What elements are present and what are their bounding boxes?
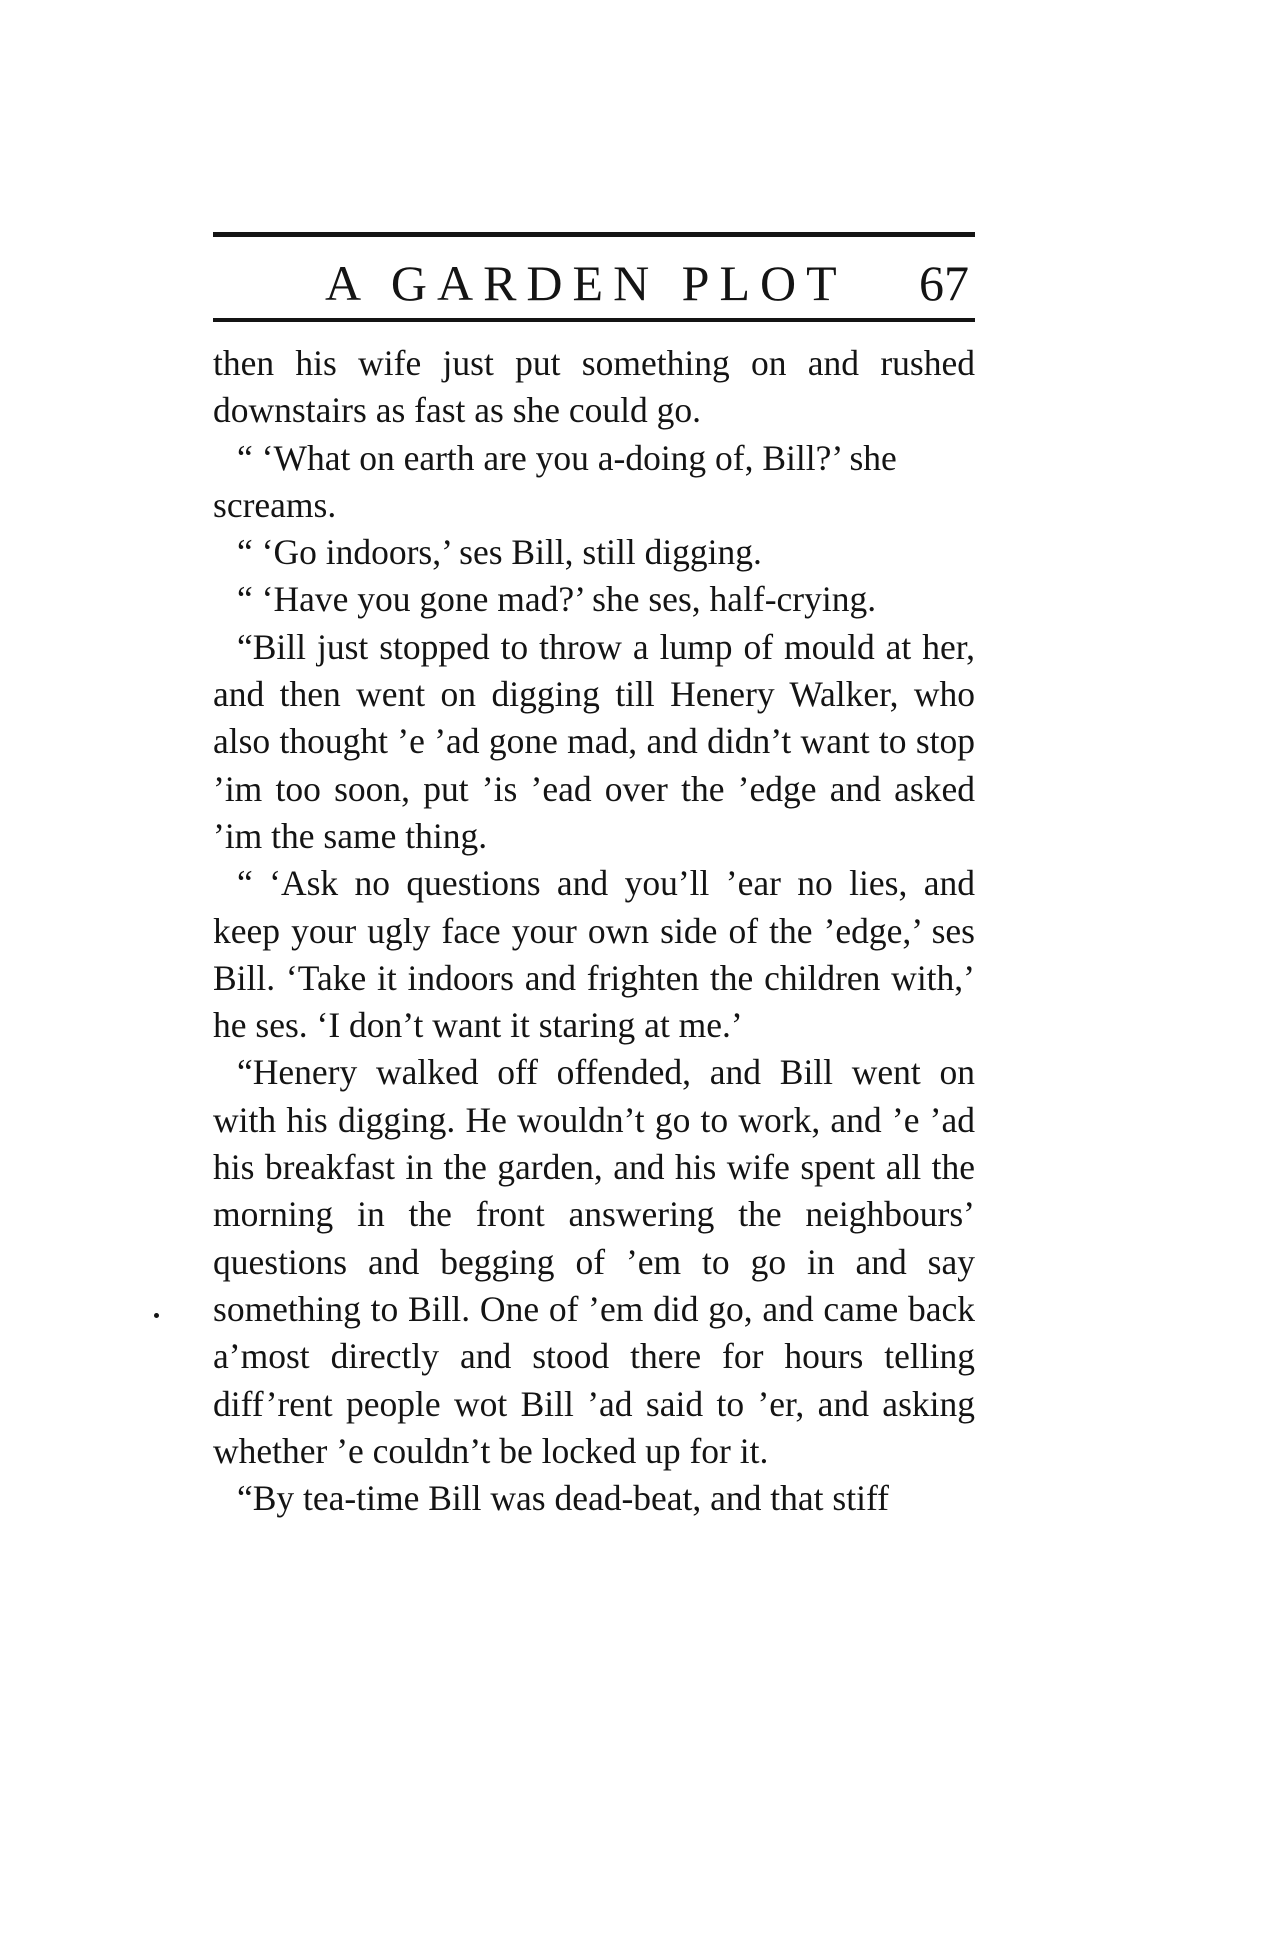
header-rule-bottom — [213, 318, 975, 322]
body-text — [213, 340, 975, 1522]
paragraph-6: “ ‘Ask no questions and you’ll ’ear no lies, and keep your ugly face your own side of the ’edge,’ ses Bill. ‘Take it indoors and frighten the children with,’ he ses. ‘I don’t want it staring at me.’ — [213, 863, 975, 1046]
paragraph-3: “ ‘Go indoors,’ ses Bill, still digging. — [237, 532, 762, 573]
paragraph-1: then his wife just put something on and rushed downstairs as fast as she could go. — [213, 343, 975, 431]
header-rule-top — [213, 232, 975, 237]
running-title: A GARDEN PLOT — [325, 255, 847, 311]
paragraph-2: “ ‘What on earth are you a-doing of, Bill?’ she screams. — [213, 437, 897, 525]
paragraph-7: “Henery walked off offended, and Bill went on with his digging. He wouldn’t go to work, and ’e ’ad his breakfast in the garden, and his wife spent all the morning in the front answering the neighbours’ questions and begging of ’em to go in and say something to Bill. One of ’em did go, and came back a’most directly and stood there for hours telling diff’rent people wot Bill ’ad said to ’er, and asking whether ’e couldn’t be locked up for it. — [213, 1052, 975, 1471]
paragraph-5: “Bill just stopped to throw a lump of mould at her, and then went on digging till Henery Walker, who also thought ’e ’ad gone mad, and didn’t want to stop ’im too soon, put ’is ’ead over the ’edge and asked ’im the same thing. — [213, 626, 975, 856]
margin-speck — [154, 1313, 159, 1318]
page-number: 67 — [919, 255, 969, 311]
paragraph-4: “ ‘Have you gone mad?’ she ses, half-crying. — [237, 579, 877, 620]
paragraph-8: “By tea-time Bill was dead-beat, and that stiff — [237, 1478, 889, 1519]
running-header — [213, 232, 975, 324]
